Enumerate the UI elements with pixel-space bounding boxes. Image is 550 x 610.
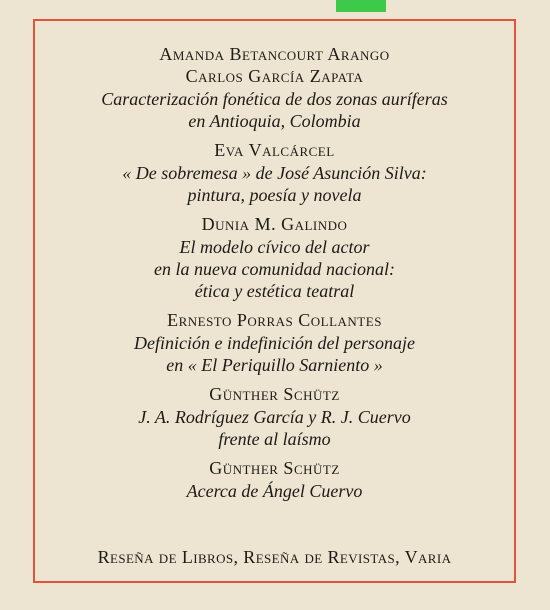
entry-title-line: en « El Periquillo Sarniento » (166, 355, 383, 375)
entry-author: Ernesto Porras Collantes (167, 310, 382, 330)
entry-author: Eva Valcárcel (214, 140, 335, 160)
entry-title-line: « De sobremesa » de José Asunción Silva: (122, 163, 427, 183)
contents-entry (35, 43, 514, 132)
contents-entry (35, 213, 514, 302)
entry-title-line: Caracterización fonética de dos zonas auríferas (101, 89, 448, 109)
entry-title-line: ética y estética teatral (194, 281, 355, 301)
entry-title-line: Acerca de Ángel Cuervo (186, 481, 363, 501)
contents-entry (35, 309, 514, 376)
entry-title-line: J. A. Rodríguez García y R. J. Cuervo (138, 407, 411, 427)
green-tab-marker (336, 0, 386, 12)
contents-entry (35, 139, 514, 206)
contents-frame (33, 19, 516, 583)
entry-author: Günther Schütz (209, 384, 340, 404)
entry-title-line: en Antioquia, Colombia (188, 111, 361, 131)
entry-title-line: El modelo cívico del actor (179, 237, 370, 257)
entry-title-line: pintura, poesía y novela (187, 185, 362, 205)
contents-entry (35, 457, 514, 502)
contents-list (35, 43, 514, 509)
entry-title-line: Definición e indefinición del personaje (134, 333, 415, 353)
entry-author: Amanda Betancourt Arango (159, 44, 390, 64)
entry-author: Günther Schütz (209, 458, 340, 478)
entry-title-line: en la nueva comunidad nacional: (154, 259, 395, 279)
entry-author: Carlos García Zapata (185, 66, 364, 86)
entry-title-line: frente al laísmo (218, 429, 331, 449)
contents-footer: Reseña de Libros, Reseña de Revistas, Varia (97, 547, 452, 567)
contents-entry (35, 383, 514, 450)
entry-author: Dunia M. Galindo (201, 214, 348, 234)
